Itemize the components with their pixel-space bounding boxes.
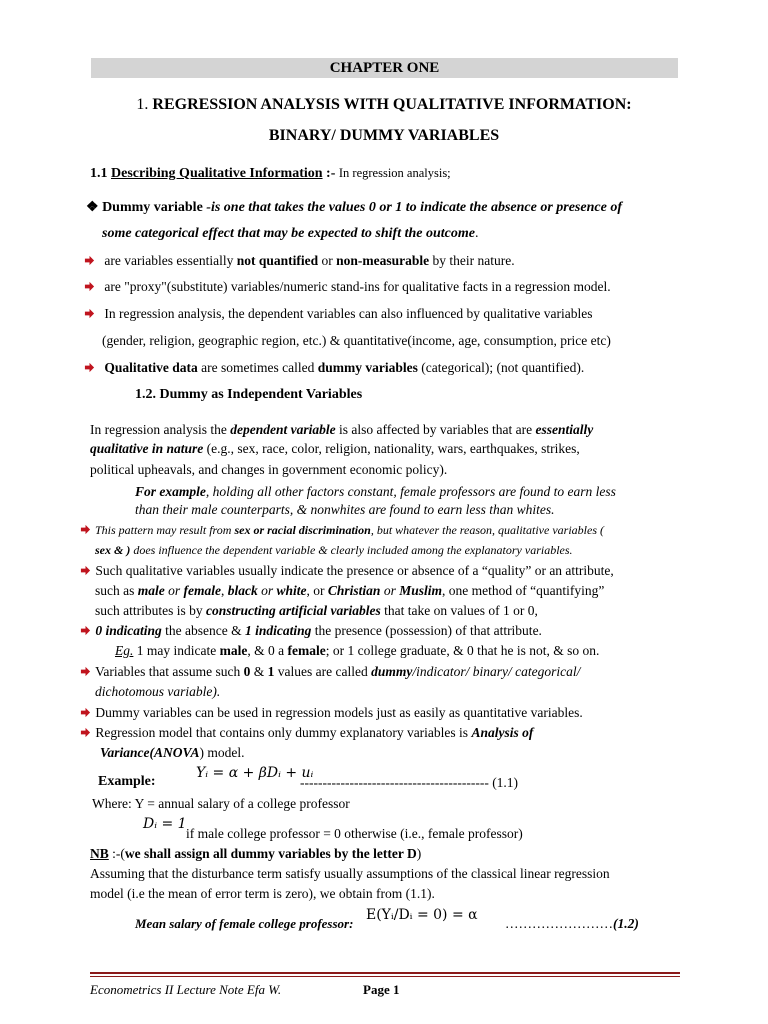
red-arrow-icon — [84, 308, 95, 319]
equation-1-2: E(Yᵢ/Dᵢ = 0) = α — [366, 907, 478, 923]
pattern-line1: This pattern may result from sex or racial discrimination, but whatever the reason, qualitative variables ( — [80, 523, 604, 538]
red-arrow-icon — [80, 707, 91, 718]
red-arrow-icon — [80, 625, 91, 636]
footer-page-number: Page 1 — [363, 982, 400, 997]
nb-line: NB :-(we shall assign all dummy variables by the letter D) — [90, 846, 422, 861]
di-text: if male college professor = 0 otherwise (i.e., female professor) — [186, 826, 523, 841]
equation-1-2-number: ……………………(1.2) — [505, 916, 639, 931]
red-arrow-icon — [80, 727, 91, 738]
where-line: Where: Y = annual salary of a college professor — [92, 796, 350, 811]
para1-line3: political upheavals, and changes in government economic policy). — [90, 462, 448, 477]
example1-line2: than their male counterparts, & nonwhites are found to earn less than whites. — [135, 502, 555, 517]
footer-rule-thin — [90, 976, 680, 977]
pattern-line2: sex & ) does influence the dependent variable & clearly included among the explanatory variables. — [95, 543, 573, 557]
bullet-2: are "proxy"(substitute) variables/numeric stand-ins for qualitative facts in a regression model. — [84, 279, 611, 295]
red-arrow-icon — [80, 666, 91, 677]
bullet-1: are variables essentially not quantified or non-measurable by their nature. — [84, 253, 515, 269]
zero-one-line: 0 indicating the absence & 1 indicating the presence (possession) of that attribute. — [80, 623, 542, 639]
di-equation: Dᵢ = 1 — [143, 816, 187, 832]
such-line2: such as male or female, black or white, or Christian or Muslim, one method of “quantifying” — [95, 583, 605, 598]
red-arrow-icon — [84, 362, 95, 373]
variables-assume-line1: Variables that assume such 0 & 1 values are called dummy/indicator/ binary/ categorical/ — [80, 664, 580, 680]
equation-1-1-number: ------------------------------------------ (1.1) — [300, 775, 519, 790]
title-line1: 1. REGRESSION ANALYSIS WITH QUALITATIVE INFORMATION: — [136, 96, 632, 113]
dummy-definition-line1: ❖ Dummy variable -is one that takes the values 0 or 1 to indicate the absence or presence of — [86, 200, 622, 215]
variables-assume-line2: dichotomous variable). — [95, 684, 221, 699]
red-arrow-icon — [84, 281, 95, 292]
footer-rule — [90, 972, 680, 974]
footer-course: Econometrics II Lecture Note Efa W. — [90, 982, 282, 997]
example-label: Example: — [98, 774, 156, 789]
anova-line2: Variance(ANOVA) model. — [100, 745, 245, 760]
section-1-2: 1.2. Dummy as Independent Variables — [135, 387, 363, 402]
such-line3: such attributes is by constructing artificial variables that take on values of 1 or 0, — [95, 603, 538, 618]
bullet-3-line2: (gender, religion, geographic region, etc.) & quantitative(income, age, consumption, price etc) — [102, 333, 611, 348]
example1-line1: For example, holding all other factors constant, female professors are found to earn less — [135, 484, 616, 499]
dummy-definition-line2: some categorical effect that may be expected to shift the outcome. — [102, 226, 479, 241]
diamond-bullet-icon: ❖ — [86, 200, 99, 215]
such-line1: Such qualitative variables usually indicate the presence or absence of a “quality” or an attribute, — [80, 563, 614, 579]
assuming-line2: model (i.e the mean of error term is zero), we obtain from (1.1). — [90, 886, 435, 901]
para1-line1: In regression analysis the dependent variable is also affected by variables that are essentially — [90, 422, 594, 437]
title-line2: BINARY/ DUMMY VARIABLES — [268, 127, 500, 144]
dummy-used-line: Dummy variables can be used in regression models just as easily as quantitative variables. — [80, 705, 583, 721]
section-1-1: 1.1 Describing Qualitative Information :- In regression analysis; — [90, 166, 451, 181]
eg-line: Eg. 1 may indicate male, & 0 a female; or 1 college graduate, & 0 that he is not, & so on. — [115, 643, 600, 658]
red-arrow-icon — [80, 565, 91, 576]
anova-line1: Regression model that contains only dummy explanatory variables is Analysis of — [80, 725, 533, 741]
equation-1-1: Yᵢ = α + βDᵢ + uᵢ — [196, 765, 314, 781]
red-arrow-icon — [84, 255, 95, 266]
chapter-heading: CHAPTER ONE — [91, 58, 678, 78]
bullet-4: Qualitative data are sometimes called dummy variables (categorical); (not quantified). — [84, 360, 584, 376]
mean-salary-label: Mean salary of female college professor: — [135, 916, 354, 931]
para1-line2: qualitative in nature (e.g., sex, race, color, religion, nationality, wars, earthquakes, strikes, — [90, 441, 580, 456]
bullet-3-line1: In regression analysis, the dependent variables can also influenced by qualitative variables — [84, 306, 592, 322]
red-arrow-icon — [80, 524, 91, 535]
assuming-line1: Assuming that the disturbance term satisfy usually assumptions of the classical linear regression — [90, 866, 610, 881]
